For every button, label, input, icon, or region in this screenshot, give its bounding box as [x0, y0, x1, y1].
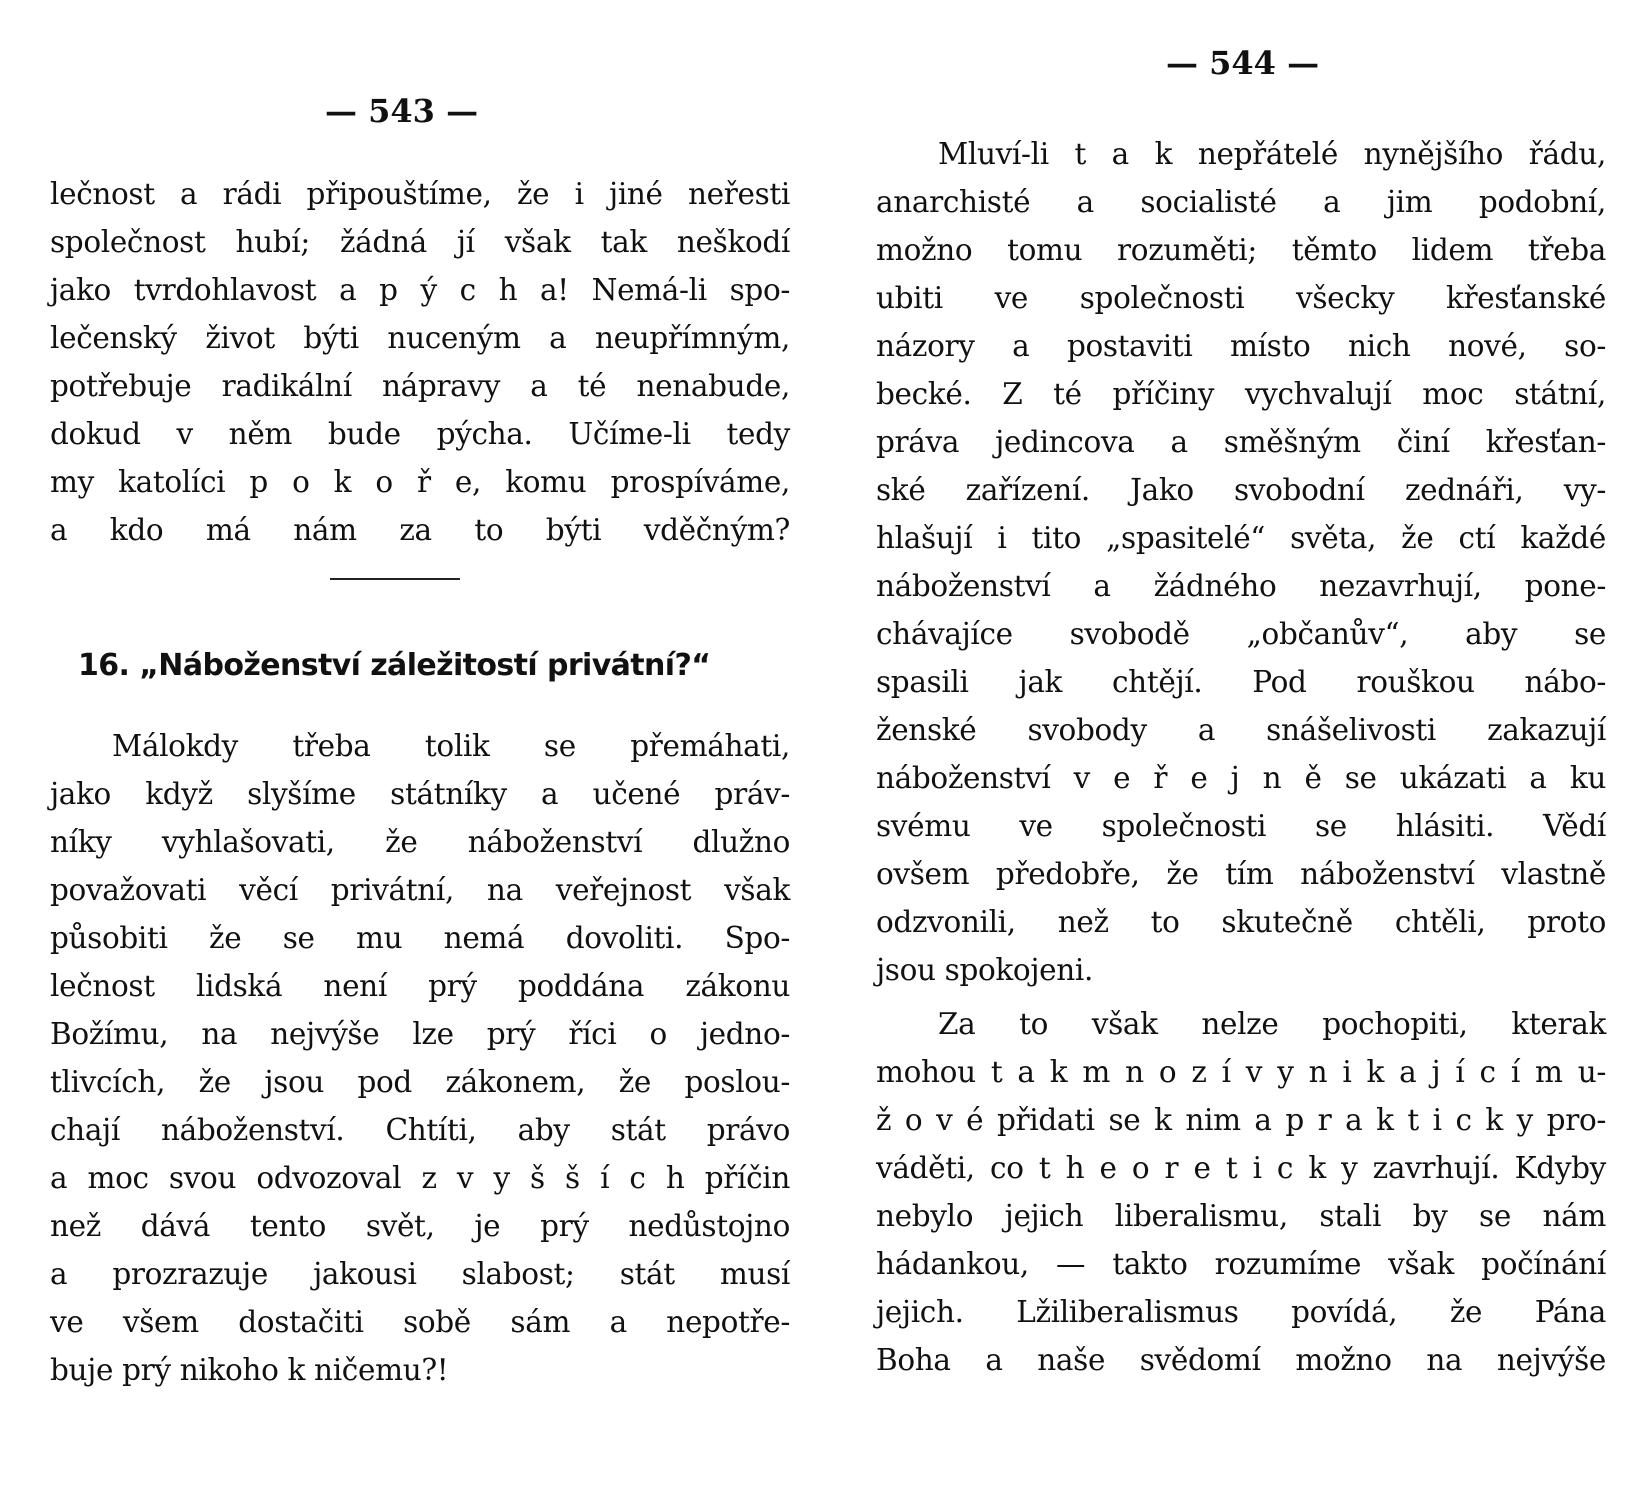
text-line: ubiti ve společnosti všecky křesťanské	[876, 281, 1606, 315]
text-line: názory a postaviti místo nich nové, so-	[876, 329, 1606, 363]
text-line: ženské svobody a snášelivosti zakazují	[876, 713, 1606, 747]
text-line: jako když slyšíme státníky a učené práv-	[50, 777, 790, 811]
text-line: společnost hubí; žádná jí však tak neškodí	[50, 225, 790, 259]
text-line: mohou t a k m n o z í v y n i k a j í c í m u-	[876, 1055, 1606, 1089]
text-line: níky vyhlašovati, že náboženství dlužno	[50, 825, 790, 859]
text-line: jako tvrdohlavost a p ý c h a! Nemá-li spo-	[50, 273, 790, 307]
text-line: Málokdy třeba tolik se přemáhati,	[112, 729, 790, 763]
text-line: Za to však nelze pochopiti, kterak	[938, 1007, 1606, 1041]
text-line: Božímu, na nejvýše lze prý říci o jedno-	[50, 1017, 790, 1051]
text-line: váděti, co t h e o r e t i c k y zavrhují. Kdyby	[876, 1151, 1606, 1185]
paragraph-continued	[50, 170, 790, 554]
page-number: — 544 —	[1166, 44, 1320, 82]
text-line: my katolíci p o k o ř e, komu prospíváme,	[50, 465, 790, 499]
section-paragraph	[50, 722, 790, 1394]
page-number: — 543 —	[325, 92, 479, 130]
text-line: lečenský život býti nuceným a neupřímným,	[50, 321, 790, 355]
text-line: práva jedincova a směšným činí křesťan-	[876, 425, 1606, 459]
text-line: působiti že se mu nemá dovoliti. Spo-	[50, 921, 790, 955]
text-line: považovati věcí privátní, na veřejnost však	[50, 873, 790, 907]
text-line: odzvonili, než to skutečně chtěli, proto	[876, 905, 1606, 939]
text-line: a moc svou odvozoval z v y š š í c h příčin	[50, 1161, 790, 1195]
text-line: jejich. Lžiliberalismus povídá, že Pána	[876, 1295, 1606, 1329]
text-line: než dává tento svět, je prý nedůstojno	[50, 1209, 790, 1243]
text-line: náboženství v e ř e j n ě se ukázati a ku	[876, 761, 1606, 795]
text-line: náboženství a žádného nezavrhují, pone-	[876, 569, 1606, 603]
text-line: možno tomu rozuměti; těmto lidem třeba	[876, 233, 1606, 267]
text-line: lečnost lidská není prý poddána zákonu	[50, 969, 790, 1003]
text-line: potřebuje radikální nápravy a té nenabude,	[50, 369, 790, 403]
text-line: chají náboženství. Chtíti, aby stát právo	[50, 1113, 790, 1147]
text-line: a prozrazuje jakousi slabost; stát musí	[50, 1257, 790, 1291]
paragraph	[876, 130, 1606, 1384]
text-line: ovšem předobře, že tím náboženství vlastně	[876, 857, 1606, 891]
text-line: tlivcích, že jsou pod zákonem, že poslou-	[50, 1065, 790, 1099]
text-line: a kdo má nám za to býti vděčným?	[50, 513, 790, 547]
text-line: ské zařízení. Jako svobodní zednáři, vy-	[876, 473, 1606, 507]
text-line: ž o v é přidati se k nim a p r a k t i c k y pro-	[876, 1103, 1606, 1137]
text-line: ve všem dostačiti sobě sám a nepotře-	[50, 1305, 790, 1339]
text-line: anarchisté a socialisté a jim podobní,	[876, 185, 1606, 219]
text-line: jsou spokojeni.	[876, 953, 1094, 987]
text-line: Boha a naše svědomí možno na nejvýše	[876, 1343, 1606, 1377]
text-line: lečnost a rádi připouštíme, že i jiné neřesti	[50, 177, 790, 211]
text-line: becké. Z té příčiny vychvalují moc státní,	[876, 377, 1606, 411]
text-line: spasili jak chtějí. Pod rouškou nábo-	[876, 665, 1606, 699]
section-heading: 16. „Náboženství záležitostí privátní?“	[78, 648, 711, 683]
text-line: dokud v něm bude pýcha. Učíme-li tedy	[50, 417, 790, 451]
section-divider	[330, 578, 460, 580]
text-line: chávajíce svobodě „občanův“, aby se	[876, 617, 1606, 651]
text-line: Mluví-li t a k nepřátelé nynějšího řádu,	[938, 137, 1606, 171]
text-line: nebylo jejich liberalismu, stali by se nám	[876, 1199, 1606, 1233]
text-line: svému ve společnosti se hlásiti. Vědí	[876, 809, 1606, 843]
text-line: hlašují i tito „spasitelé“ světa, že ctí každé	[876, 521, 1606, 555]
text-line: buje prý nikoho k ničemu?!	[50, 1353, 449, 1387]
text-line: hádankou, — takto rozumíme však počínání	[876, 1247, 1606, 1281]
